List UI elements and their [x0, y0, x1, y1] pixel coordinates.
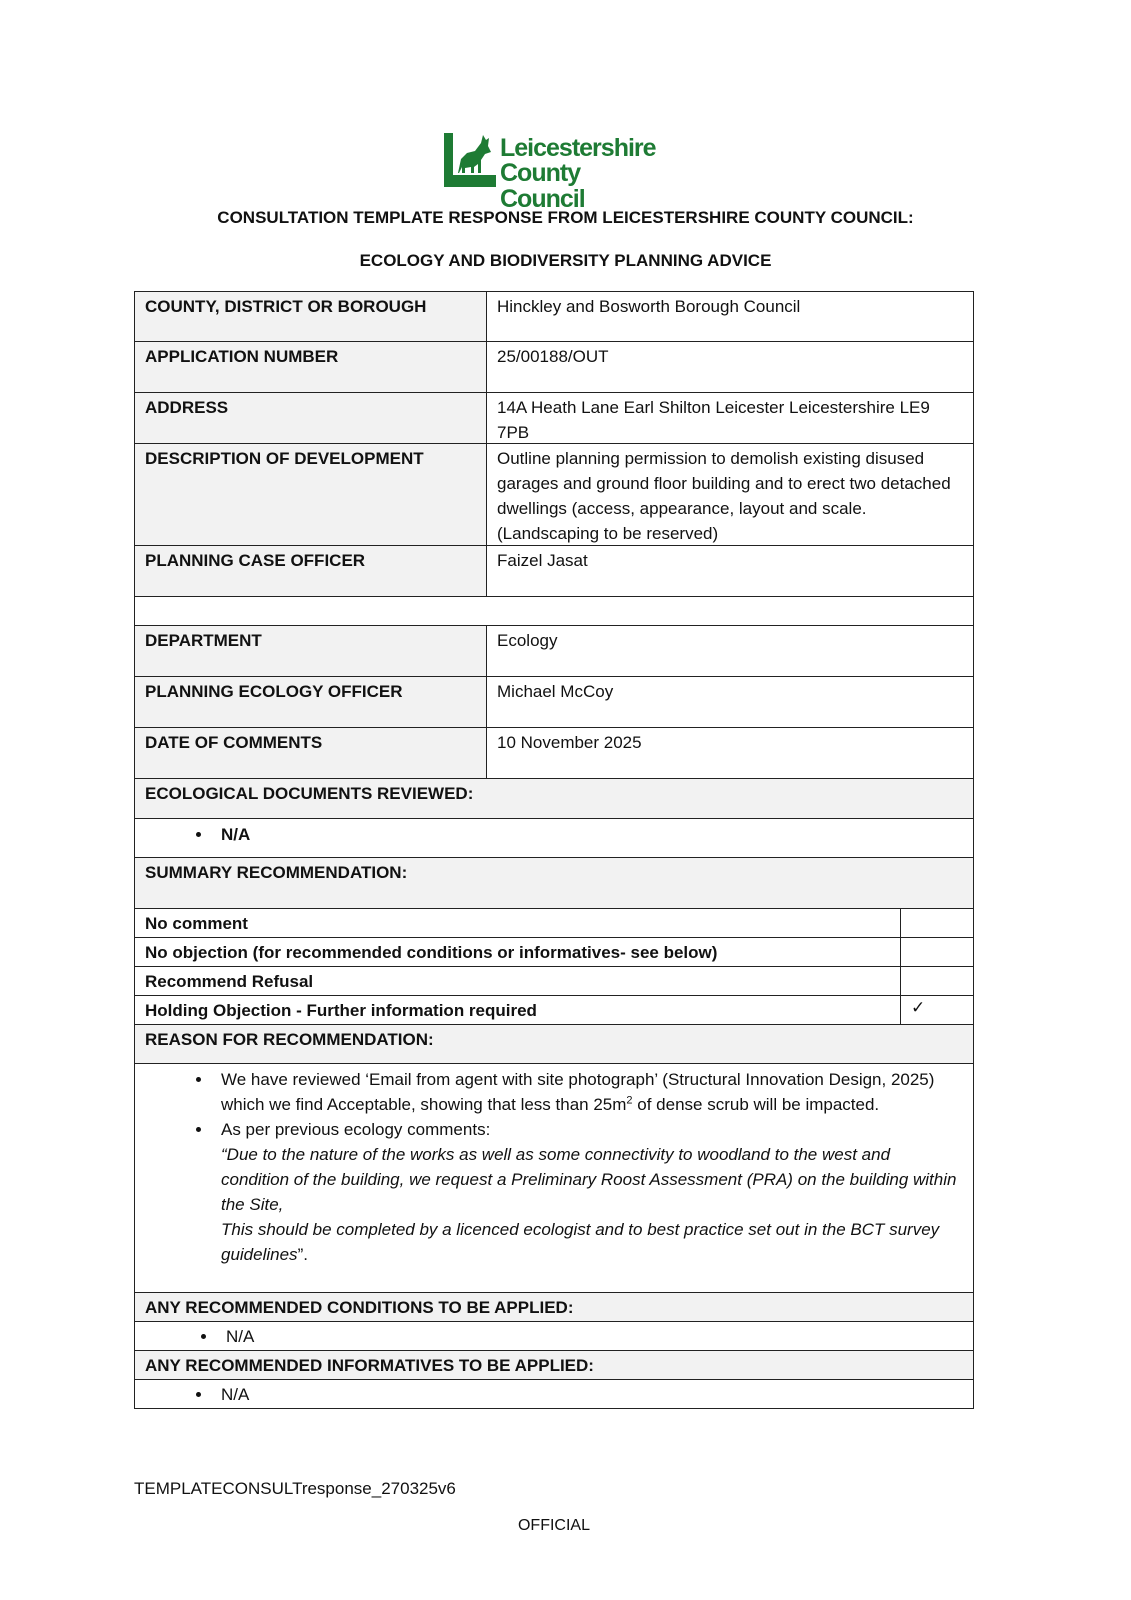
- reason-text: We have reviewed ‘Email from agent with site photograph’ (Structural Innovation Design, 2025) which we find Acceptable, showing that less than 25m: [221, 1070, 935, 1114]
- documents-item: • N/A: [213, 822, 963, 847]
- council-logo: [444, 133, 669, 213]
- template-reference: TEMPLATECONSULTresponse_270325v6: [134, 1479, 456, 1498]
- option-label: Holding Objection - Further information required: [134, 995, 901, 1025]
- detail-label: DESCRIPTION OF DEVELOPMENT: [134, 443, 487, 546]
- option-checkbox-checked[interactable]: ✓: [900, 995, 974, 1025]
- spacer-row: [134, 596, 974, 626]
- detail-label: PLANNING ECOLOGY OFFICER: [134, 676, 487, 728]
- detail-value: Faizel Jasat: [486, 545, 974, 597]
- detail-value: Outline planning permission to demolish existing disused garages and ground floor building and to erect two detached dwellings (access, appearance, layout and scale. (Landscaping to be reserved): [486, 443, 974, 546]
- detail-label: ADDRESS: [134, 392, 487, 444]
- conditions-heading: ANY RECOMMENDED CONDITIONS TO BE APPLIED:: [134, 1292, 974, 1322]
- detail-value: 25/00188/OUT: [486, 341, 974, 393]
- option-checkbox[interactable]: [900, 937, 974, 967]
- logo-line-1: Leicestershire: [500, 134, 656, 162]
- summary-heading: SUMMARY RECOMMENDATION:: [134, 857, 974, 909]
- option-checkbox[interactable]: [900, 966, 974, 996]
- quote-text: This should be completed by a licenced ecologist and to best practice set out in the BCT survey guidelines: [221, 1220, 940, 1264]
- detail-value: Michael McCoy: [486, 676, 974, 728]
- fox-logo-icon: [444, 133, 496, 187]
- detail-label: DATE OF COMMENTS: [134, 727, 487, 779]
- detail-value: Ecology: [486, 625, 974, 677]
- conditions-list: [134, 1321, 974, 1351]
- detail-label: DEPARTMENT: [134, 625, 487, 677]
- informatives-item: • N/A: [213, 1382, 963, 1407]
- quote-text: “Due to the nature of the works as well as some connectivity to woodland to the west and condition of the building, we request a Preliminary Roost Assessment (PRA) on the building within the Site,: [221, 1145, 957, 1214]
- quote-end: ”.: [297, 1245, 308, 1264]
- documents-heading: ECOLOGICAL DOCUMENTS REVIEWED:: [134, 778, 974, 819]
- detail-value: Hinckley and Bosworth Borough Council: [486, 291, 974, 342]
- reason-bullet-2: [213, 1117, 961, 1267]
- option-label: Recommend Refusal: [134, 966, 901, 996]
- superscript: 2: [626, 1094, 633, 1107]
- document-title: CONSULTATION TEMPLATE RESPONSE FROM LEICESTERSHIRE COUNTY COUNCIL:: [217, 208, 914, 227]
- detail-label: COUNTY, DISTRICT OR BOROUGH: [134, 291, 487, 342]
- detail-value: 10 November 2025: [486, 727, 974, 779]
- informatives-list: [134, 1379, 974, 1409]
- documents-list: [134, 818, 974, 858]
- reason-text: of dense scrub will be impacted.: [632, 1095, 880, 1114]
- classification-label: OFFICIAL: [517, 1517, 590, 1534]
- reason-body: [134, 1063, 974, 1293]
- option-label: No comment: [134, 908, 901, 938]
- detail-label: APPLICATION NUMBER: [134, 341, 487, 393]
- conditions-item: • N/A: [218, 1324, 963, 1349]
- reason-bullet-1: [213, 1067, 961, 1117]
- detail-label: PLANNING CASE OFFICER: [134, 545, 487, 597]
- informatives-heading: ANY RECOMMENDED INFORMATIVES TO BE APPLIED:: [134, 1350, 974, 1380]
- document-subtitle: ECOLOGY AND BIODIVERSITY PLANNING ADVICE: [359, 251, 772, 270]
- reason-text: As per previous ecology comments:: [221, 1120, 491, 1139]
- option-checkbox[interactable]: [900, 908, 974, 938]
- reason-heading: REASON FOR RECOMMENDATION:: [134, 1024, 974, 1064]
- detail-value: 14A Heath Lane Earl Shilton Leicester Leicestershire LE9 7PB: [486, 392, 974, 444]
- logo-line-2: County Council: [500, 159, 585, 213]
- option-label: No objection (for recommended conditions or informatives- see below): [134, 937, 901, 967]
